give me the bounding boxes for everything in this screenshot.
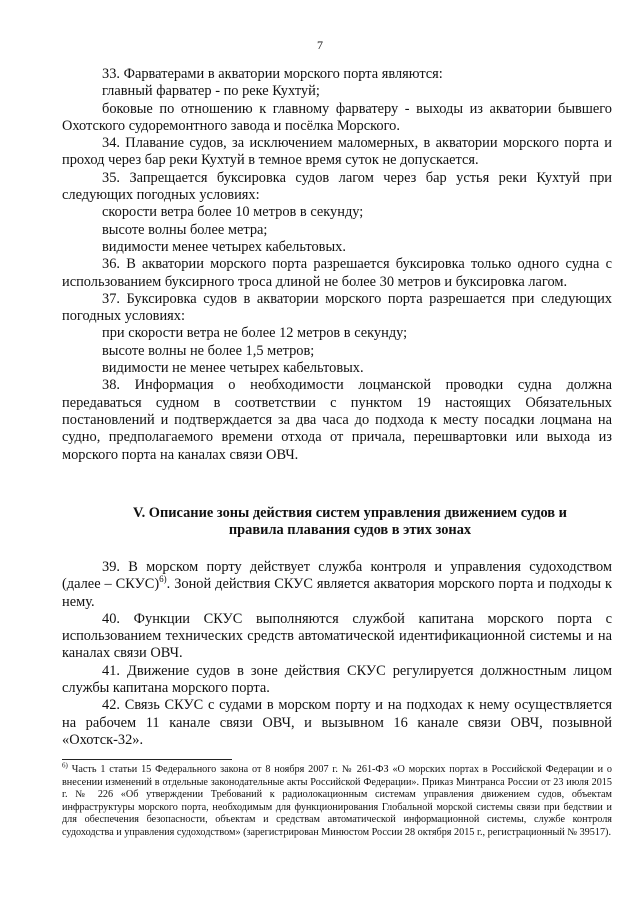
item-35-wind: скорости ветра более 10 метров в секунду; [102,204,364,221]
item-33-side-fairways: боковые по отношению к главному фарватеру - выходы из акватории бывшего Охотского судоремонтного завода и посёлка Морского. [62,100,612,134]
item-42: 42. Связь СКУС с судами в морском порту и на подходах к нему осуществляется на рабочем 11 канале связи ОВЧ, и вызывном 16 канале связи ОВЧ, позывной «Охотск-32». [62,697,612,748]
item-38: 38. Информация о необходимости лоцманской проводки судна должна передаваться судном в соответствии с пунктом 19 настоящих Обязательных постановлений и подтверждается за два часа до подхода к месту посадки лоцмана на судно, предполагаемого времени отхода от причала, перешвартовки или выхода из морского порта на каналах связи ОВЧ. [62,377,612,463]
footnote-ref[interactable]: 6) [159,574,167,585]
item-35-visibility: видимости менее четырех кабельтовых. [102,238,346,255]
item-37: 37. Буксировка судов в акватории морского порта разрешается при следующих погодных условиях: [62,290,612,325]
item-39-text-a: 39. В морском порту действует служба контроля и управления судоходством (далее – СКУС) [62,559,612,593]
item-35: 35. Запрещается буксировка судов лагом через бар устья реки Кухтуй при следующих погодных условиях: [62,169,612,204]
item-35-wave: высоте волны более метра; [102,221,268,238]
footnote [62,761,612,840]
item-39 [62,559,612,611]
item-33-main-fairway: главный фарватер - по реке Кухтуй; [102,83,320,100]
item-37-wave: высоте волны не более 1,5 метров; [102,342,315,359]
section-heading-line-1: V. Описание зоны действия систем управления движением судов и [133,505,567,521]
footnote-text: Часть 1 статьи 15 Федерального закона от 8 ноября 2007 г. № 261-ФЗ «О морских портах в Российской Федерации и о внесении изменений в отдельные законодательные акты Российской Федерации». Приказ Минтранса России от 23 июля 2015 г. № 226 «Об утверждении Требований к радиолокационным системам управления движением судов, объектам инфраструктуры морского порта, необходимым для функционирования Глобальной морской системы связи при бедствии и для обеспечения безопасности, объектам и средствам автоматической информационной системы, службе контроля судоходства и управления судоходством» (зарегистрирован Минюстом России 28 октября 2015 г., регистрационный № 39517). [62,764,612,838]
section-heading [90,505,610,540]
item-39-text-b: . Зоной действия СКУС является акватория морского порта и подходы к нему. [62,576,612,610]
item-34: 34. Плавание судов, за исключением маломерных, в акватории морского порта и проход через бар реки Кухтуй в темное время суток не допускается. [62,135,612,169]
item-41: 41. Движение судов в зоне действия СКУС регулируется должностным лицом службы капитана морского порта. [62,662,612,697]
rules-section-1 [62,66,612,464]
footnote-mark: 6) [62,761,68,770]
item-37-visibility: видимости не менее четырех кабельтовых. [102,360,364,377]
section-heading-line-2: правила плавания судов в этих зонах [228,522,472,539]
footnote-divider [62,759,232,760]
item-40: 40. Функции СКУС выполняются службой капитана морского порта с использованием технических средств автоматической идентификационной системы и на каналах связи ОВЧ. [62,610,612,662]
item-36: 36. В акватории морского порта разрешается буксировка только одного судна с использованием буксирного троса длиной не более 30 метров и буксировка лагом. [62,256,612,290]
item-33: 33. Фарватерами в акватории морского порта являются: [102,66,443,82]
page-number: 7 [317,38,323,52]
rules-section-2 [62,559,612,749]
item-37-wind: при скорости ветра не более 12 метров в секунду; [102,325,408,342]
